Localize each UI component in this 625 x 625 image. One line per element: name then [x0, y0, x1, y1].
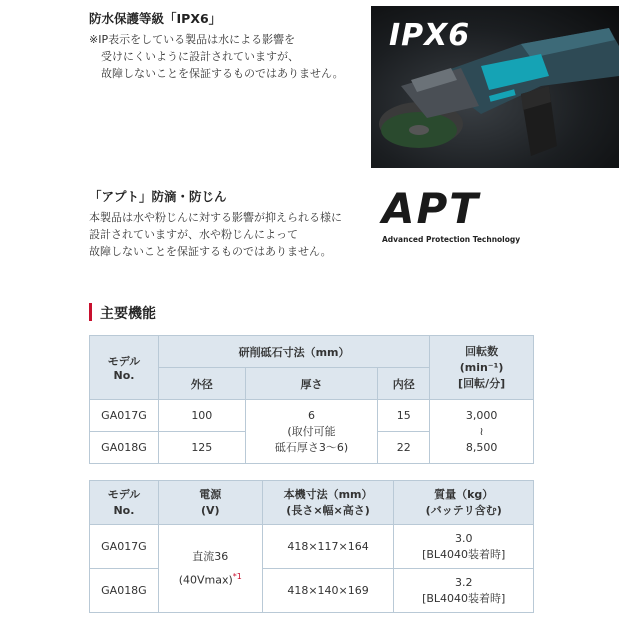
wheel-spec-table: [89, 335, 534, 464]
inner-diameter-cell: 15: [378, 400, 430, 432]
ipx6-product-photo: [371, 6, 619, 168]
inner-diameter-cell: 22: [378, 432, 430, 464]
body-spec-table: [89, 480, 534, 613]
apt-title: 「アプト」防滴・防じん: [89, 189, 227, 204]
ipx-title: 防水保護等級「IPX6」: [89, 11, 222, 26]
dimensions-header: 本機寸法（mm） (長さ×幅×高さ): [262, 481, 394, 525]
mass-cell: 3.2 [BL4040装着時]: [394, 569, 534, 613]
thickness-header: 厚さ: [245, 368, 378, 400]
ipx-note-line-1: ※IP表示をしている製品は水による影響を: [89, 33, 296, 46]
apt-logo: [378, 186, 528, 248]
section-title: 主要機能: [100, 306, 156, 322]
apt-note-line-1: 本製品は水や粉じんに対する影響が抑えられる様に: [89, 211, 342, 224]
apt-logo-subtitle: Advanced Protection Technology: [382, 235, 521, 244]
power-cell: 直流36 (40Vmax)$^{*1}$: [158, 525, 262, 613]
mass-header: 質量（kg） (バッテリ含む): [394, 481, 534, 525]
outer-diameter-cell: 125: [158, 432, 245, 464]
model-cell: GA017G: [90, 525, 159, 569]
power-header: 電源 (V): [158, 481, 262, 525]
dimensions-cell: 418×117×164: [262, 525, 394, 569]
table-row: [90, 569, 534, 613]
table-row: [90, 525, 534, 569]
model-cell: GA018G: [90, 569, 159, 613]
section-accent-bar: [89, 303, 92, 321]
wheel-dimension-header: 研削砥石寸法（mm）: [158, 336, 429, 368]
model-cell: GA017G: [90, 400, 159, 432]
dimensions-cell: 418×140×169: [262, 569, 394, 613]
rpm-header: 回転数 (min⁻¹) [回転/分]: [430, 336, 534, 400]
apt-logo-word: APT: [382, 184, 480, 233]
rpm-cell: 3,000 ≀ 8,500: [430, 400, 534, 464]
apt-note-line-2: 設計されていますが、水や粉じんによって: [89, 228, 298, 241]
ipx-note-line-3: 故障しないことを保証するものではありません。: [101, 67, 344, 80]
apt-note-line-3: 故障しないことを保証するものではありません。: [89, 245, 332, 258]
model-header: モデル No.: [90, 336, 159, 400]
footnote-mark: *1: [232, 571, 242, 581]
ipx-note-line-2: 受けにくいように設計されていますが、: [101, 50, 299, 63]
table-row: [90, 400, 534, 432]
outer-diameter-cell: 100: [158, 400, 245, 432]
mass-cell: 3.0 [BL4040装着時]: [394, 525, 534, 569]
inner-diameter-header: 内径: [378, 368, 430, 400]
outer-diameter-header: 外径: [158, 368, 245, 400]
model-header: モデル No.: [90, 481, 159, 525]
model-cell: GA018G: [90, 432, 159, 464]
thickness-cell: 6 (取付可能 砥石厚さ3～6): [245, 400, 378, 464]
ipx6-badge: IPX6: [389, 18, 471, 53]
